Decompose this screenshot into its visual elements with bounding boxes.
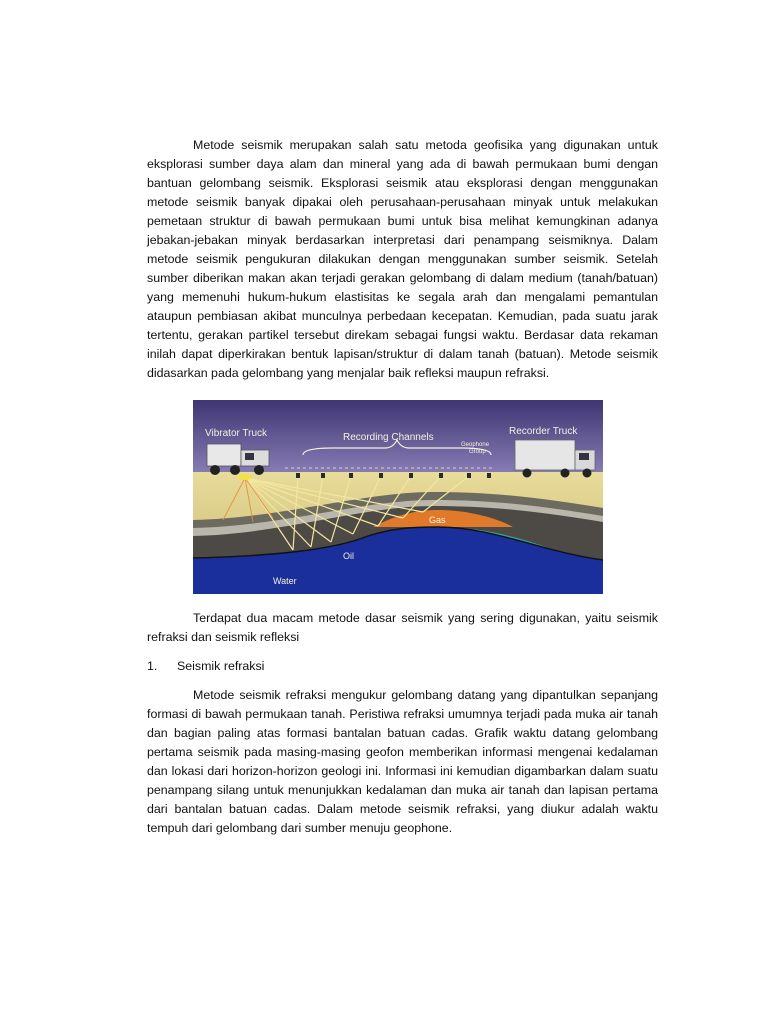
label-vibrator-truck: Vibrator Truck [205,428,268,439]
section-heading [147,657,658,676]
section-number: 1. [147,659,158,673]
label-oil: Oil [343,551,354,561]
paragraph-intro: Metode seismik merupakan salah satu metoda geofisika yang digunakan untuk eksplorasi sumber daya alam dan mineral yang ada di bawah permukaan bumi dengan bantuan gelombang seismik. Eksplorasi seismik atau eksplorasi dengan menggunakan metode seismik banyak dipakai oleh perusahaan-perusahaan minyak untuk melakukan pemetaan struktur di bawah permukaan bumi untuk bisa melihat kemungkinan adanya jebakan-jebakan minyak berdasarkan interpretasi dari penampang seismiknya. Dalam metode seismik pengukuran dilakukan dengan menggunakan sumber seismik. Setelah sumber diberikan makan akan terjadi gerakan gelombang di dalam medium (tanah/batuan) yang memenuhi hukum-hukum elastisitas ke segala arah dan mengalami pemantulan ataupun pembiasan akibat munculnya perbedaan kecepatan. Kemudian, pada suatu jarak tertentu, gerakan partikel tersebut direkam sebagai fungsi waktu. Berdasar data rekaman inilah dapat diperkirakan bentuk lapisan/struktur di dalam tanah (batuan). Metode seismik didasarkan pada gelombang yang menjalar baik refleksi maupun refraksi. [147,138,658,380]
seismic-diagram-svg [193,400,603,594]
paragraph-refraction: Metode seismik refraksi mengukur gelombang datang yang dipantulkan sepanjang formasi di bawah permukaan tanah. Peristiwa refraksi umumnya terjadi pada muka air tanah dan bagian paling atas formasi bantalan batuan cadas. Grafik waktu datang gelombang pertama seismik pada masing-masing geofon memberikan informasi mengenai kedalaman dan lokasi dari horizon-horizon geologi ini. Informasi ini kemudian digambarkan dalam suatu penampang silang untuk menunjukkan kedalaman dan muka air tanah dan lapisan pertama dari bantalan batuan cadas. Dalam metode seismik refraksi, yang diukur adalah waktu tempuh dari gelombang dari sumber menuju geophone. [147,688,658,835]
label-recording-channels: Recording Channels [343,432,434,443]
seismic-survey-illustration [193,400,603,594]
label-water: Water [273,576,297,586]
label-gas: Gas [429,515,446,525]
label-recorder-truck: Recorder Truck [509,426,578,437]
label-geophone-group-2: Group [469,449,486,455]
document-page [147,136,658,838]
paragraph-types: Terdapat dua macam metode dasar seismik yang sering digunakan, yaitu seismik refraksi dan seismik refleksi [147,611,658,644]
section-title: Seismik refraksi [177,659,265,673]
label-geophone-group-1: Geophone [461,442,490,448]
